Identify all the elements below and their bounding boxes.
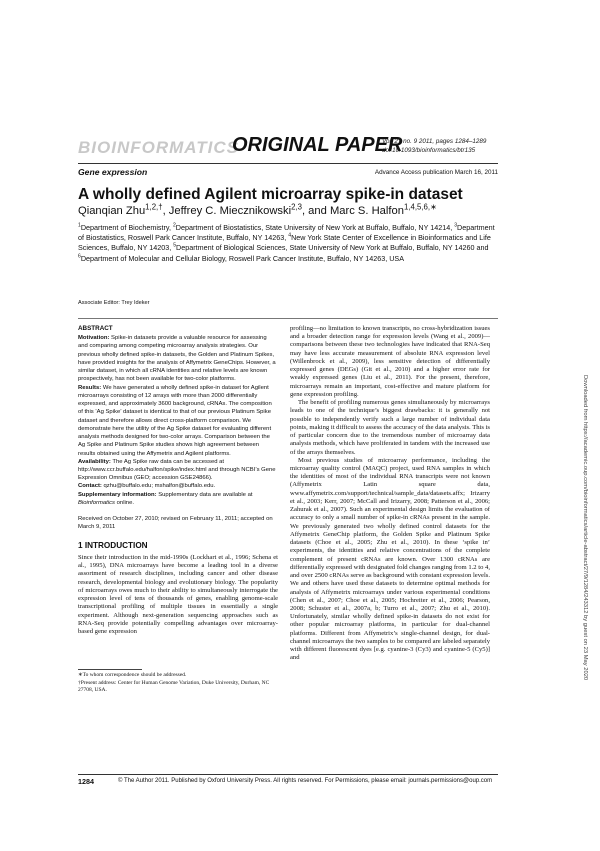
affil-2: Department of Biostatistics, State University of New York at Buffalo, Buffalo, NY 14214,	[175, 223, 455, 232]
affil-sup-3: 3	[454, 222, 458, 229]
abstract-supplementary: Supplementary information: Supplementary data are available at Bioinformatics online.	[78, 491, 253, 506]
affil-4: New York State Center of Excellence in Bioinformatics and Life Sciences, Buffalo, NY 14203,	[78, 233, 491, 253]
volume-line: Vol. 27 no. 9 2011, pages 1284–1289	[382, 138, 487, 145]
doi-line: doi:10.1093/bioinformatics/btr135	[382, 147, 476, 154]
journal-name: BIOINFORMATICS	[78, 138, 240, 157]
affil-sup-1: 1	[78, 222, 81, 229]
affil-1: Department of Biochemistry,	[80, 223, 173, 232]
author-3-sup: 1,4,5,6,∗	[403, 202, 437, 212]
author-1: Qianqian Zhu	[78, 205, 146, 217]
footer-rule	[78, 774, 498, 775]
body-paragraph-2: The benefit of profiling numerous genes simultaneously by microarrays leads to one of the technique’s biggest drawbacks: it is generally not possible to independently verify such a large number of individual data points, making it difficult to assess the accuracy of the data analysis. This is of particular concern due to the tremendous number of microarray data analysis methods, which have proliferated in tandem with the increased use of the arrays themselves.	[290, 399, 490, 456]
affil-sup-6: 6	[78, 253, 81, 260]
paper-title: A wholly defined Agilent microarray spike-in dataset	[78, 186, 463, 203]
introduction-heading: 1 INTRODUCTION	[78, 540, 148, 550]
footnote-present-address: †Present address: Center for Human Genome Variation, Duke University, Durham, NC 27708, USA.	[78, 679, 270, 694]
body-paragraph-1: profiling—no limitation to known transcripts, no cross-hybridization issues and a broader detection range for expression levels (Wang et al., 2009)—comparisons between these two technologies have indicated that RNA-Seq may have less accurate measurement of absolute RNA expression level (Willenbrock et al., 2009), less sensitive detection of differentially expressed genes (DEGs) (Git et al., 2010) and a higher error rate for weakly expressed genes (Liu et al., 2011). For the present, therefore, microarrays remain an important, cost-effective and mature platform for gene expression profiling.	[290, 325, 490, 398]
author-3: , and Marc S. Halfon	[301, 205, 404, 217]
affil-3: Department of Biostatistics, Roswell Park Cancer Institute, Buffalo, NY 14263,	[78, 223, 495, 243]
advance-access: Advance Access publication March 16, 2011	[374, 169, 498, 176]
footnotes	[78, 672, 278, 695]
received-dates: Received on October 27, 2010; revised on February 11, 2011; accepted on March 9, 2011	[78, 516, 273, 531]
affiliations	[78, 223, 498, 264]
abstract-heading: ABSTRACT	[78, 325, 113, 332]
copyright-line: © The Author 2011. Published by Oxford University Press. All rights reserved. For Permissions, please email: journals.permissions@oup.com	[118, 778, 493, 784]
abstract-motivation: Motivation: Spike-in datasets provide a valuable resource for assessing and comparing among competing microarray analysis strategies. Our previous wholly defined spike-in datasets, the Golden and Platinum Spikes, have provided insights for the analysis of Affymetrix GeneChips. However, a similar dataset, in which all cRNA identities and relative levels are known prospectively, has not been available for two-color platforms.	[78, 335, 276, 383]
footnote-rule	[78, 669, 142, 670]
associate-editor: Associate Editor: Trey Ideker	[78, 300, 150, 306]
section-label: Gene expression	[78, 167, 148, 177]
affil-sup-5: 5	[173, 243, 177, 250]
affil-6: Department of Molecular and Cellular Biology, Roswell Park Cancer Institute, Buffalo, NY 14263, USA	[80, 253, 405, 263]
author-list	[78, 202, 437, 217]
affil-sup-4: 4	[288, 232, 292, 239]
left-column	[78, 325, 278, 636]
abstract-contact: Contact: qzhu@buffalo.edu; mshalfon@buffalo.edu.	[78, 483, 216, 490]
affil-5: Department of Biological Sciences, State University of New York at Buffalo, Buffalo, NY 14260 and	[176, 243, 489, 253]
right-column	[290, 325, 490, 663]
page-number: 1284	[78, 777, 94, 786]
header-rule	[78, 163, 498, 164]
abstract-results: Results: We have generated a wholly defined spike-in dataset for Agilent microarrays consisting of 12 arrays with more than 2000 differentially expressed, and approximately 3600 background, cRNAs. The composition of this ‘Ag Spike’ dataset is identical to that of our previous Platinum Spike dataset and therefore allows direct cross-platform comparison. We demonstrate here the utility of the Ag Spike dataset for evaluating different analysis methods designed for two-color arrays. Comparison between the Ag Spike and Platinum Spike studies shows high agreement between results obtained using the Affymetrix and Agilent platforms.	[78, 384, 272, 457]
download-watermark: Downloaded from https://academic.oup.com/bioinformatics/article-abstract/27/9/1284/243312 by guest on 23 May 2020	[582, 375, 588, 681]
author-1-sup: 1,2,†	[145, 202, 163, 212]
abstract-availability: Availability: The Ag Spike raw data can be accessed at http://www.ccr.buffalo.edu/halfon/spike/index.html and through NCBI’s Gene Expression Omnibus (GEO; accession GSE24866).	[78, 458, 276, 482]
footnote-corresponding: ∗To whom correspondence should be addressed.	[78, 672, 187, 678]
author-2: , Jeffrey C. Miecznikowski	[162, 205, 292, 217]
affil-sup-2: 2	[172, 222, 176, 229]
front-matter-rule	[78, 318, 498, 319]
introduction-paragraph: Since their introduction in the mid-1990s (Lockhart et al., 1996; Schena et al., 1995), DNA microarrays have become a leading tool in a diverse assortment of research disciplines, including cancer and other disease research, developmental biology and evolutionary biology. The popularity of microarrays owes much to their ability to simultaneously interrogate the expression level of tens of thousands of genes, enabling genome-scale transcriptional profiling of multiple tissues in essentially a single experiment. Although next-generation sequencing approaches such as RNA-Seq provide potentially compelling advantages over microarray-based gene expression	[78, 553, 278, 635]
article-type: ORIGINAL PAPER	[232, 134, 403, 156]
citation-meta	[382, 137, 486, 155]
author-2-sup: 2,3	[291, 202, 302, 212]
body-paragraph-3: Most previous studies of microarray performance, including the microarray quality control (MAQC) project, used RNA samples in which the identities of most of the individual RNA transcripts were not known (Affymetrix Latin square data, www.affymetrix.com/support/technical/sample_data/datasets.affx; Irizarry et al., 2003; Kerr, 2007; McCall and Irizarry, 2008; Patterson et al., 2006; Zahurak et al., 2007). Such an experimental design limits the evaluation of accuracy to only a small number of spike-in cRNAs present in the sample. We previously generated two wholly defined control datasets for the Affymetrix GeneChip platform, the Golden Spike and Platinum Spike datasets (Choe et al., 2005; Zhu et al., 2010). In these ‘spike in’ experiments, the identities and relative concentrations of the complete complement of present cRNAs are known. Over 1300 cRNAs are differentially expressed with designated fold changes ranging from 1.2 to 4, and over 2500 cRNAs serve as background with constant expression levels. We and others have used these datasets to determine optimal methods for analysis of Affymetrix microarrays under various experimental conditions (Chen et al., 2007; Choe et al., 2005; Hochreiter et al., 2006; Pearson, 2008; Schuster et al., 2007a, b; Turro et al., 2007; Zhu et al., 2010). Unfortunately, similar wholly defined spike-in datasets do not exist for other popular microarray platforms, in particular for dual-channel platforms. Different from Affymetrix’s single-channel design, for dual-channel microarrays the two samples to be compared are labeled separately with different fluorescent dyes [e.g. cyanine-3 (Cy3) and cyanine-5 (Cy5)] and	[290, 456, 490, 662]
